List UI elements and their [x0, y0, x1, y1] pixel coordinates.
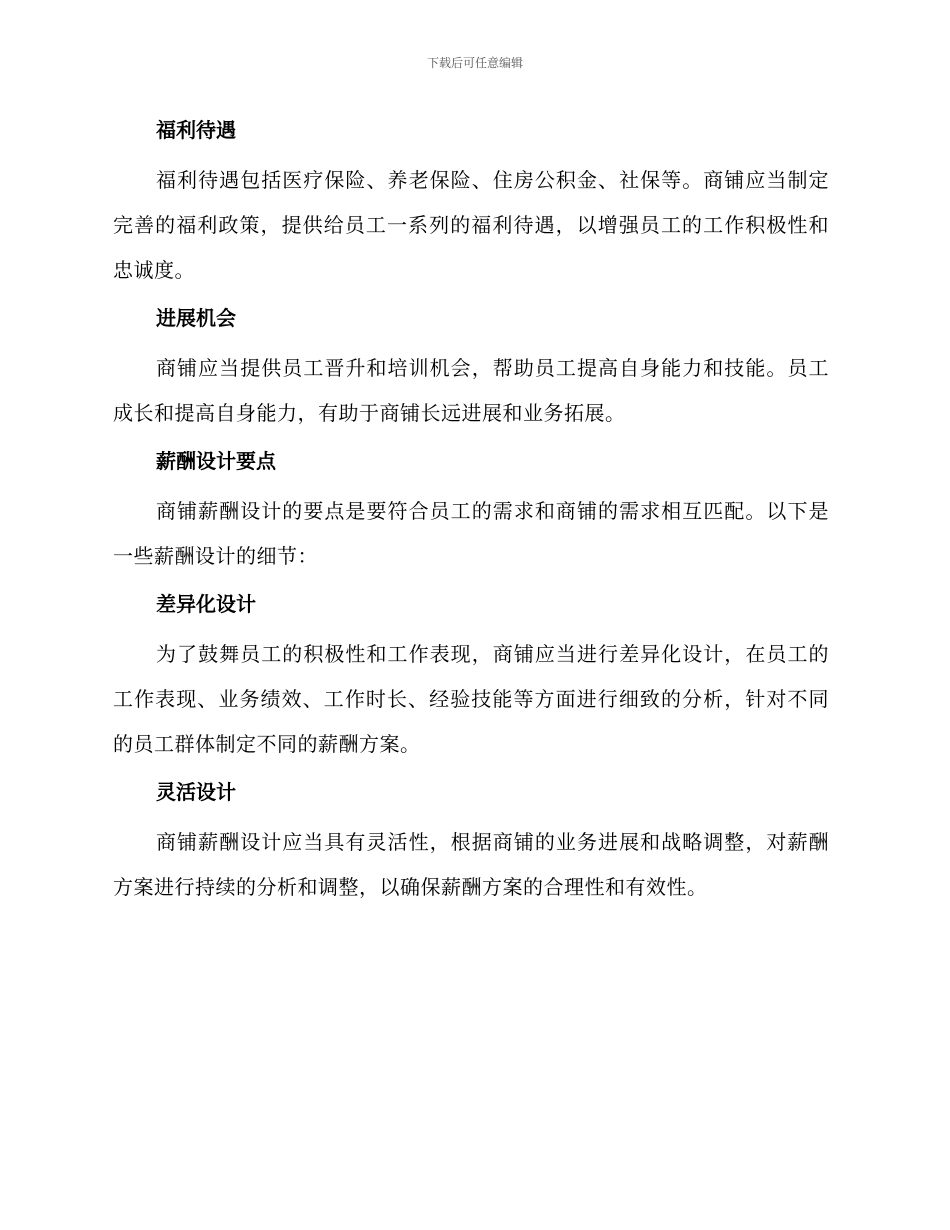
- section-body-flexible-design: 商铺薪酬设计应当具有灵活性，根据商铺的业务进展和战略调整，对薪酬方案进行持续的分析和调整，以确保薪酬方案的合理性和有效性。: [113, 830, 829, 899]
- section-heading-flexible-design: 灵活设计: [156, 780, 236, 804]
- section-body-differentiated-design: 为了鼓舞员工的积极性和工作表现，商铺应当进行差异化设计，在员工的工作表现、业务绩效、工作时长、经验技能等方面进行细致的分析，针对不同的员工群体制定不同的薪酬方案。: [113, 642, 829, 756]
- section-heading-welfare: 福利待遇: [156, 118, 236, 142]
- section-body-development: 商铺应当提供员工晋升和培训机会，帮助员工提高自身能力和技能。员工成长和提高自身能力，有助于商铺长远进展和业务拓展。: [113, 356, 829, 425]
- section-heading-differentiated-design: 差异化设计: [156, 592, 256, 616]
- section-body-salary-design-points: 商铺薪酬设计的要点是要符合员工的需求和商铺的需求相互匹配。以下是一些薪酬设计的细节：: [113, 499, 829, 568]
- page-header: 下载后可任意编辑: [426, 56, 523, 70]
- section-heading-salary-design-points: 薪酬设计要点: [156, 449, 276, 473]
- section-heading-development: 进展机会: [156, 306, 236, 330]
- section-body-welfare: 福利待遇包括医疗保险、养老保险、住房公积金、社保等。商铺应当制定完善的福利政策，提供给员工一系列的福利待遇，以增强员工的工作积极性和忠诚度。: [113, 168, 829, 282]
- document-body: [113, 110, 829, 915]
